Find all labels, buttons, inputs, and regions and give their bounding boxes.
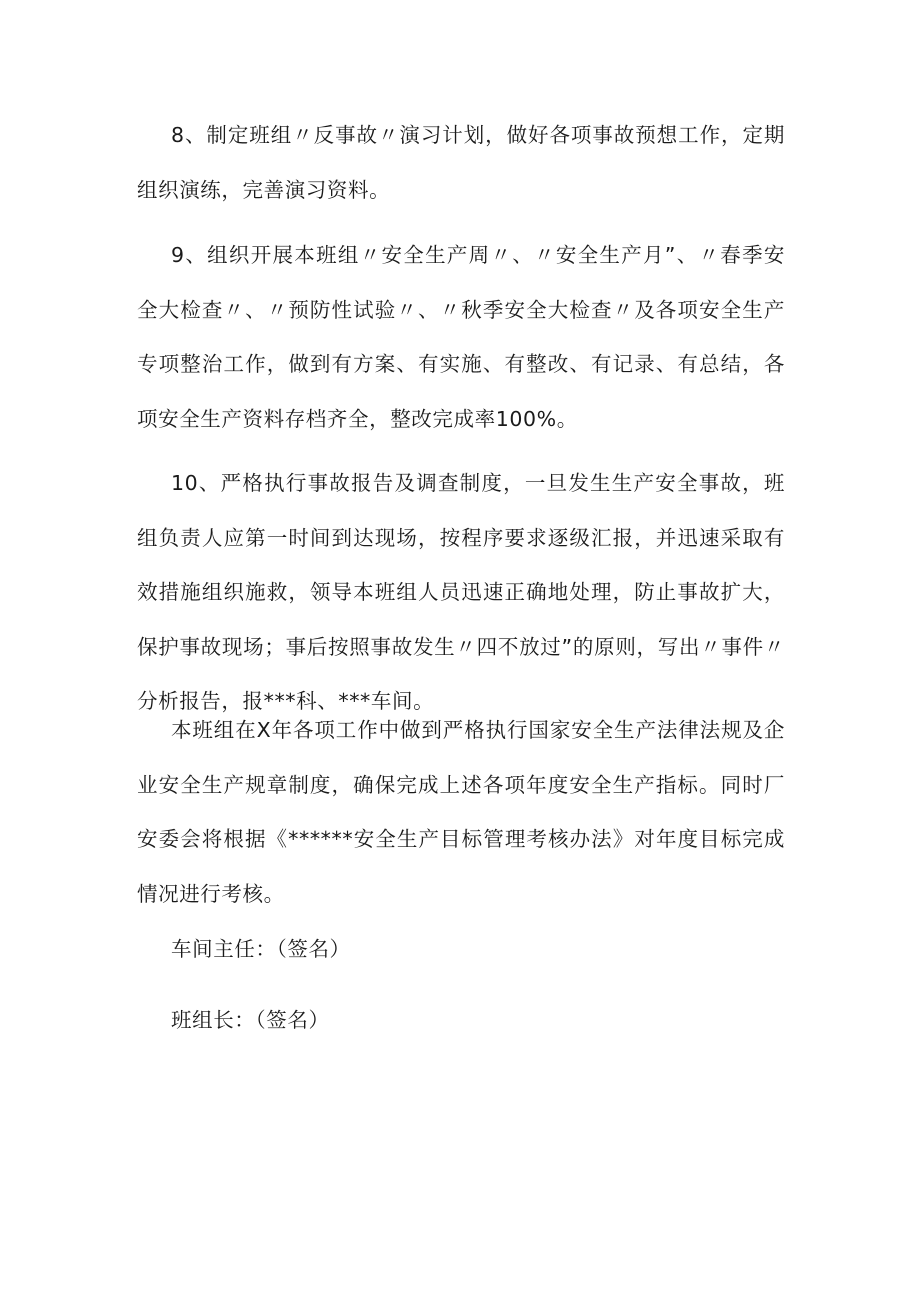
paragraph-item-9: 9、组织开展本班组〃安全生产周〃、〃安全生产月”、〃春季安全大检查〃、〃预防性试验〃、〃秋季安全大检查〃及各项安全生产专项整治工作，做到有方案、有实施、有整改、有记录、有总结，各项安全生产资料存档齐全，整改完成率100%。 bbox=[137, 243, 785, 431]
paragraph-item-8: 8、制定班组〃反事故〃演习计划，做好各项事故预想工作，定期组织演练，完善演习资料。 bbox=[137, 123, 785, 202]
summary-paragraph: 本班组在X年各项工作中做到严格执行国家安全生产法律法规及企业安全生产规章制度，确保完成上述各项年度安全生产指标。同时厂安委会将根据《******安全生产目标管理考核办法》对年度目标完成情况进行考核。 bbox=[137, 718, 785, 906]
workshop-director-signature-line: 车间主任：（签名） bbox=[171, 937, 351, 961]
paragraph-item-10: 10、严格执行事故报告及调查制度，一旦发生生产安全事故，班组负责人应第一时间到达现场，按程序要求逐级汇报，并迅速采取有效措施组织施救，领导本班组人员迅速正确地处理，防止事故扩大，保护事故现场；事后按照事故发生〃四不放过”的原则，写出〃事件〃分析报告，报***科、***车间。 bbox=[137, 471, 785, 713]
team-leader-signature-line: 班组长：（签名） bbox=[171, 1008, 330, 1032]
